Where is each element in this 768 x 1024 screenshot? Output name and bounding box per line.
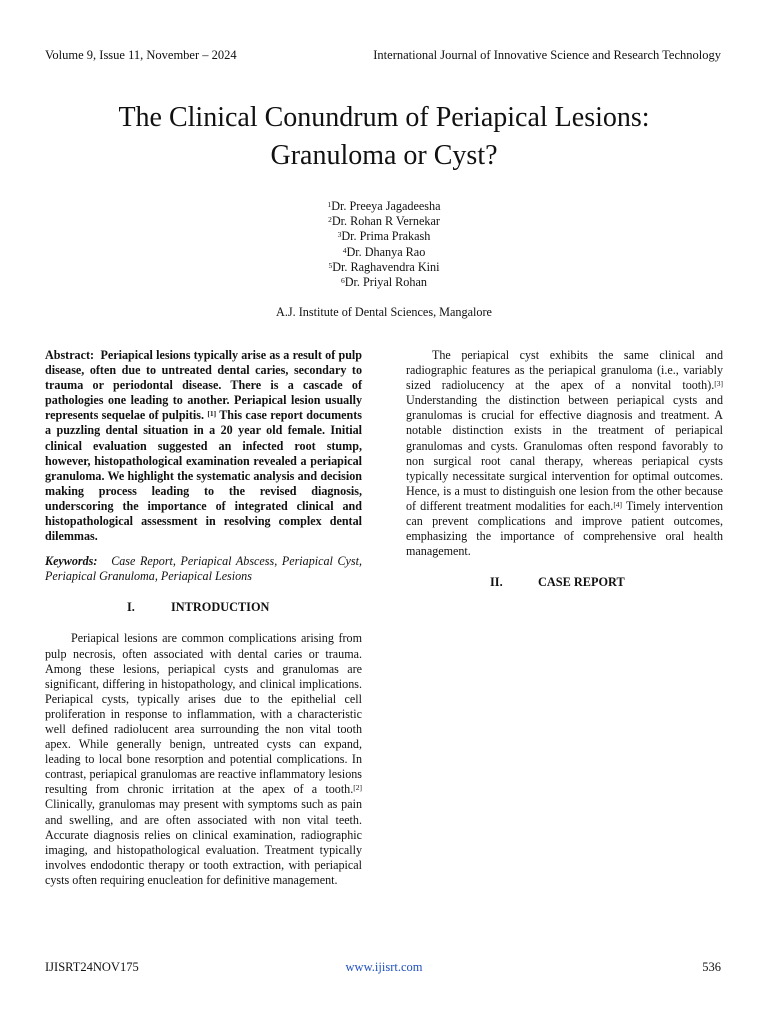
author: $^3$Dr. Prima Prakash bbox=[337, 229, 431, 244]
article-id: IJISRT24NOV175 bbox=[45, 960, 139, 974]
citation-ref[interactable]: [2] bbox=[353, 783, 362, 793]
journal-website bbox=[0, 959, 768, 975]
paper-title bbox=[40, 99, 728, 175]
section-heading-introduction bbox=[45, 600, 362, 615]
author-list bbox=[184, 199, 584, 290]
author: $^1$Dr. Preeya Jagadeesha bbox=[327, 199, 441, 213]
citation-ref[interactable]: [3] bbox=[714, 379, 723, 389]
body-paragraph: The periapical cyst exhibits the same clinical and radiographic features as the periapical granuloma (i.e., variably sized radiolucency at the apex of a nonvital tooth).[3] Understanding the distinction between periapical cysts and granulomas is crucial for effective diagnosis and treatment. A notable distinction exists in the treatment of periapical granulomas and cysts. Granulomas often respond favorably to non surgical root canal therapy, whereas periapical cysts typically necessitate surgical intervention for optimal outcomes. Hence, is a must to distinguish one lesion from the other because of different treatment modalities for each.[4] Timely intervention can prevent complications and improve patient outcomes, emphasizing the importance of comprehensive oral health management. bbox=[406, 348, 723, 559]
author: $^2$Dr. Rohan R Vernekar bbox=[328, 214, 440, 229]
paper-title-line-2: Granuloma or Cyst? bbox=[270, 140, 498, 171]
author: $^5$Dr. Raghavendra Kini bbox=[328, 259, 440, 274]
abstract-label: Abstract: bbox=[45, 348, 95, 362]
introduction-paragraph: Periapical lesions are common complications arising from pulp necrosis, often associated with dental caries or trauma. Among these lesions, periapical cysts and granulomas are significant, differing in histopathology, and clinical implications. Periapical cysts, typically arises due to the epithelial cell proliferation in response to inflammation, with a characteristic well defined radiolucent area surrounding the non vital tooth apex. While generally benign, untreated cysts can expand, leading to local bone resorption and potential complications. In contrast, periapical granulomas are reactive inflammatory lesions resulting from chronic irritation at the apex of a tooth.[2] Clinically, granulomas may present with symptoms such as pain and swelling, and are often associated with non vital teeth. Accurate diagnosis relies on clinical examination, radiographic imaging, and histopathological evaluation. Treatment typically involves endodontic therapy or tooth extraction, with periapical cysts often requiring enucleation for definitive management. bbox=[45, 631, 362, 887]
keywords: Keywords: Case Report, Periapical Abscess, Periapical Cyst, Periapical Granuloma, Periapical Lesions bbox=[45, 554, 362, 584]
right-column bbox=[406, 348, 723, 606]
section-title: CASE REPORT bbox=[538, 575, 625, 590]
citation-ref[interactable]: [1] bbox=[207, 409, 217, 419]
page-number: 536 bbox=[702, 960, 721, 974]
author: $^6$Dr. Priyal Rohan bbox=[340, 275, 427, 290]
section-number: II. bbox=[490, 575, 503, 590]
abstract: Abstract: Periapical lesions typically arise as a result of pulp disease, often due to untreated dental caries, secondary to trauma or periodontal disease. There is a cascade of pathologies one leading to another. Periapical lesion usually represents sequelae of pulpitis. [1] This case report documents a puzzling dental situation in a 20 year old female. Initial clinical evaluation suggested an infected root stump, however, histopathological examination revealed a periapical granuloma. We highlight the systematic analysis and decision making process leading to the revised diagnosis, underscoring the importance of integrated clinical and histopathological assessment in resolving complex dental dilemmas. bbox=[45, 348, 363, 544]
left-column bbox=[45, 348, 362, 888]
journal-name: International Journal of Innovative Science and Research Technology bbox=[373, 48, 721, 62]
section-heading-case-report bbox=[406, 575, 723, 590]
journal-volume-issue: Volume 9, Issue 11, November – 2024 bbox=[45, 48, 237, 62]
citation-ref[interactable]: [4] bbox=[613, 499, 623, 509]
affiliation: A.J. Institute of Dental Sciences, Mangalore bbox=[276, 305, 492, 319]
journal-website-link[interactable]: www.ijisrt.com bbox=[345, 960, 423, 974]
keywords-label: Keywords: bbox=[45, 554, 98, 569]
author: $^4$Dr. Dhanya Rao bbox=[342, 244, 426, 259]
paper-title-line-1: The Clinical Conundrum of Periapical Lesions: bbox=[118, 102, 650, 133]
section-number: I. bbox=[127, 600, 135, 615]
section-title: INTRODUCTION bbox=[171, 600, 270, 615]
